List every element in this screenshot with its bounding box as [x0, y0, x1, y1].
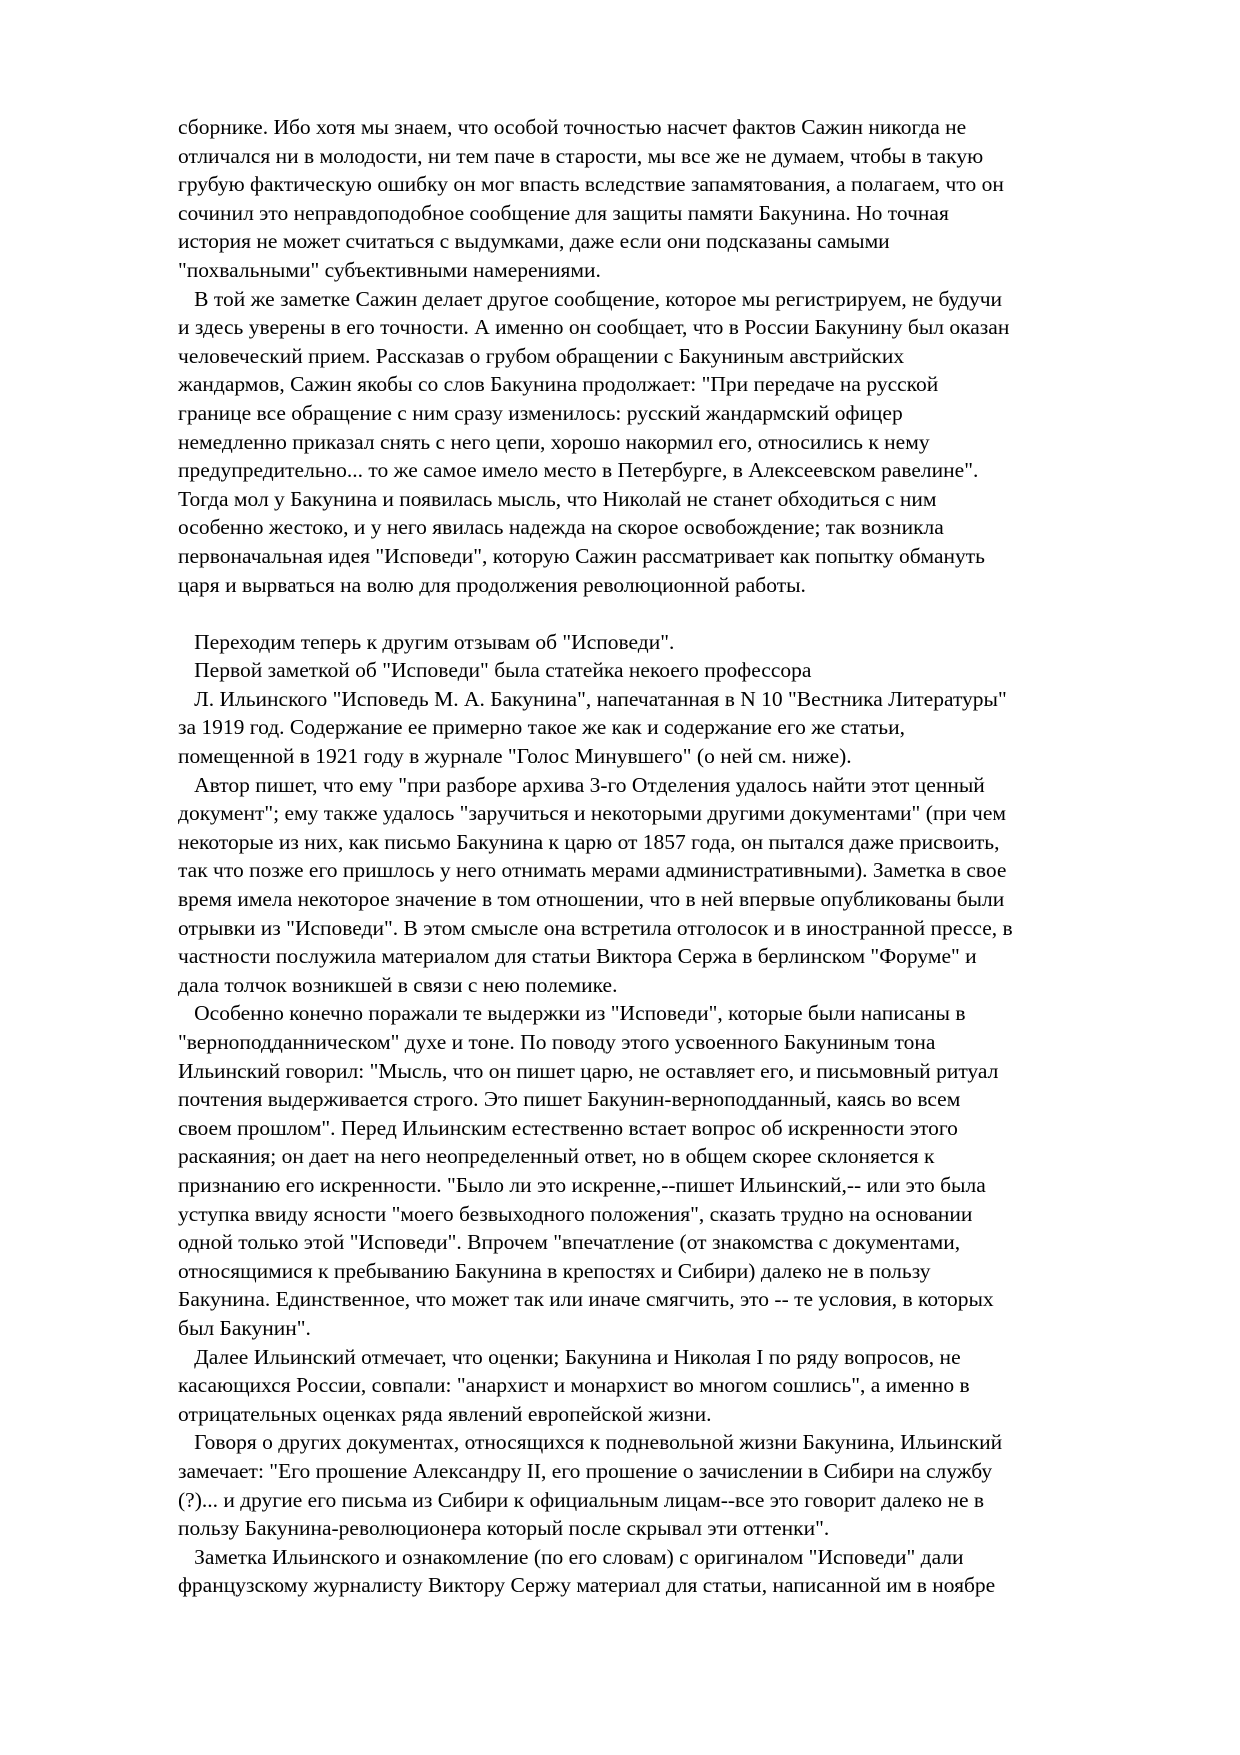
- text-line: Переходим теперь к другим отзывам об "Исповеди".: [178, 629, 675, 654]
- text-line: сочинил это неправдоподобное сообщение для защиты памяти Бакунина. Но точная: [178, 200, 949, 225]
- text-line: человеческий прием. Рассказав о грубом обращении с Бакуниным австрийских: [178, 343, 905, 368]
- text-line: Бакунина. Единственное, что может так или иначе смягчить, это -- те условия, в которых: [178, 1287, 994, 1312]
- text-line: Автор пишет, что ему "при разборе архива 3-го Отделения удалось найти этот ценный: [178, 772, 985, 797]
- text-line: документ"; ему также удалось "заручиться и некоторыми другими документами" (при чем: [178, 801, 1006, 826]
- text-line: грубую фактическую ошибку он мог впасть вследствие запамятования, а полагаем, что он: [178, 172, 1004, 197]
- text-line: история не может считаться с выдумками, даже если они подсказаны самыми: [178, 229, 890, 254]
- text-line: французскому журналисту Виктору Сержу материал для статьи, написанной им в ноябре: [178, 1573, 996, 1598]
- text-line: своем прошлом". Перед Ильинским естественно встает вопрос об искренности этого: [178, 1115, 958, 1140]
- text-line: частности послужила материалом для статьи Виктора Сержа в берлинском "Форуме" и: [178, 944, 977, 969]
- text-line: немедленно приказал снять с него цепи, хорошо накормил его, относились к нему: [178, 429, 930, 454]
- text-line: за 1919 год. Содержание ее примерно такое же как и содержание его же статьи,: [178, 715, 905, 740]
- text-line: некоторые из них, как письмо Бакунина к царю от 1857 года, он пытался даже присвоить,: [178, 829, 1000, 854]
- text-line: (?)... и другие его письма из Сибири к официальным лицам--все это говорит далеко не в: [178, 1487, 985, 1512]
- text-line: относящимися к пребыванию Бакунина в крепостях и Сибири) далеко не в пользу: [178, 1258, 931, 1283]
- text-line: время имела некоторое значение в том отношении, что в ней впервые опубликованы были: [178, 887, 1005, 912]
- text-line: так что позже его пришлось у него отнимать мерами административными). Заметка в свое: [178, 858, 1007, 883]
- text-line: отрывки из "Исповеди". В этом смысле она встретила отголосок и в иностранной прессе, в: [178, 915, 1013, 940]
- text-line: одной только этой "Исповеди". Впрочем "впечатление (от знакомства с документами,: [178, 1230, 961, 1255]
- text-line: Говоря о других документах, относящихся к подневольной жизни Бакунина, Ильинский: [178, 1430, 1003, 1455]
- text-block-b: [178, 628, 1178, 1600]
- text-line: Тогда мол у Бакунина и появилась мысль, что Николай не станет обходиться с ним: [178, 486, 937, 511]
- text-line: пользу Бакунина-революционера который после скрывал эти оттенки".: [178, 1516, 830, 1541]
- document-page: [178, 113, 1178, 1600]
- text-line: предупредительно... то же самое имело место в Петербурге, в Алексеевском равелине".: [178, 458, 979, 483]
- text-line: помещенной в 1921 году в журнале "Голос Минувшего" (о ней см. ниже).: [178, 744, 852, 769]
- text-line: жандармов, Сажин якобы со слов Бакунина продолжает: "При передаче на русской: [178, 372, 939, 397]
- text-block-a: [178, 113, 1178, 599]
- text-line: В той же заметке Сажин делает другое сообщение, которое мы регистрируем, не будучи: [178, 286, 1003, 311]
- text-line: был Бакунин".: [178, 1315, 311, 1340]
- text-line: первоначальная идея "Исповеди", которую Сажин рассматривает как попытку обмануть: [178, 543, 985, 568]
- text-line: и здесь уверены в его точности. А именно он сообщает, что в России Бакунину был оказан: [178, 315, 1010, 340]
- text-line: "верноподданническом" духе и тоне. По поводу этого усвоенного Бакуниным тона: [178, 1030, 936, 1054]
- text-line: дала толчок возникшей в связи с нею полемике.: [178, 972, 618, 997]
- text-line: Л. Ильинского "Исповедь М. А. Бакунина", напечатанная в N 10 "Вестника Литературы": [178, 686, 1007, 711]
- text-line: раскаяния; он дает на него неопределенный ответ, но в общем скорее склоняется к: [178, 1144, 935, 1169]
- text-line: границе все обращение с ним сразу изменилось: русский жандармский офицер: [178, 400, 903, 425]
- text-line: отличался ни в молодости, ни тем паче в старости, мы все же не думаем, чтобы в такую: [178, 143, 984, 168]
- text-line: Первой заметкой об "Исповеди" была статейка некоего профессора: [178, 658, 812, 683]
- text-line: касающихся России, совпали: "анархист и монархист во многом сошлись", а именно в: [178, 1373, 970, 1398]
- text-line: "похвальными" субъективными намерениями.: [178, 257, 601, 282]
- text-line: замечает: "Его прошение Александру II, его прошение о зачислении в Сибири на службу: [178, 1458, 993, 1483]
- text-line: Особенно конечно поражали те выдержки из "Исповеди", которые были написаны в: [178, 1001, 966, 1026]
- text-line: Заметка Ильинского и ознакомление (по его словам) с оригиналом "Исповеди" дали: [178, 1544, 964, 1569]
- text-line: уступка ввиду ясности "моего безвыходного положения", сказать трудно на основании: [178, 1201, 973, 1226]
- text-line: отрицательных оценках ряда явлений европейской жизни.: [178, 1401, 712, 1426]
- text-line: Далее Ильинский отмечает, что оценки; Бакунина и Николая I по ряду вопросов, не: [178, 1344, 961, 1369]
- text-line: царя и вырваться на волю для продолжения революционной работы.: [178, 572, 806, 597]
- text-line: сборнике. Ибо хотя мы знаем, что особой точностью насчет фактов Сажин никогда не: [178, 115, 967, 139]
- text-line: почтения выдерживается строго. Это пишет Бакунин-верноподданный, каясь во всем: [178, 1087, 961, 1112]
- text-line: признанию его искренности. "Было ли это искренне,--пишет Ильинский,-- или это была: [178, 1172, 986, 1197]
- text-line: особенно жестоко, и у него явилась надежда на скорое освобождение; так возникла: [178, 515, 944, 540]
- paragraph-gap: [178, 599, 1178, 628]
- text-line: Ильинский говорил: "Мысль, что он пишет царю, не оставляет его, и письмовный ритуал: [178, 1058, 999, 1083]
